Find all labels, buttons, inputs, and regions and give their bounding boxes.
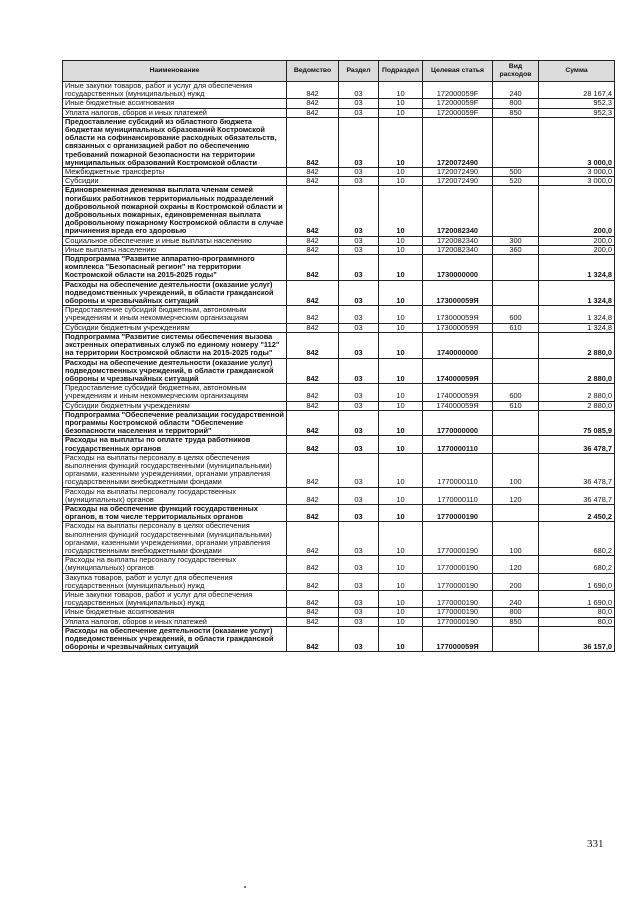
cell-section: 03 bbox=[339, 590, 379, 607]
table-row bbox=[63, 332, 615, 358]
cell-target-article: 1730000000 bbox=[423, 255, 493, 281]
cell-expense-type: 500 bbox=[493, 168, 539, 177]
cell-department: 842 bbox=[287, 487, 339, 504]
cell-amount: 1 690,0 bbox=[539, 590, 615, 607]
cell-name: Предоставление субсидий из областного бюджета бюджетам муниципальных образований Костромской области на софинансирование расходных обязательств, связанных с организацией работ по обеспечению требований пожарной безопасности на территории муниципальных образований Костромской области bbox=[63, 117, 287, 167]
cell-expense-type: 520 bbox=[493, 177, 539, 186]
cell-department: 842 bbox=[287, 168, 339, 177]
cell-department: 842 bbox=[287, 358, 339, 384]
cell-amount: 36 478,7 bbox=[539, 487, 615, 504]
cell-department: 842 bbox=[287, 82, 339, 99]
cell-amount: 1 324,8 bbox=[539, 255, 615, 281]
cell-amount: 75 085,9 bbox=[539, 410, 615, 436]
cell-target-article: 1770000110 bbox=[423, 487, 493, 504]
cell-section: 03 bbox=[339, 332, 379, 358]
table-row bbox=[63, 177, 615, 186]
cell-section: 03 bbox=[339, 280, 379, 306]
cell-name: Подпрограмма "Обеспечение реализации государственной программы Костромской области "Обеспечение безопасности населения и территорий" bbox=[63, 410, 287, 436]
cell-name: Иные закупки товаров, работ и услуг для обеспечения государственных (муниципальных) нужд bbox=[63, 590, 287, 607]
cell-department: 842 bbox=[287, 108, 339, 117]
cell-amount: 3 000,0 bbox=[539, 168, 615, 177]
cell-department: 842 bbox=[287, 306, 339, 323]
table-row bbox=[63, 108, 615, 117]
cell-subsection: 10 bbox=[379, 99, 423, 108]
cell-expense-type: 850 bbox=[493, 108, 539, 117]
cell-section: 03 bbox=[339, 436, 379, 453]
cell-section: 03 bbox=[339, 358, 379, 384]
cell-subsection: 10 bbox=[379, 384, 423, 401]
cell-target-article: 1770000190 bbox=[423, 556, 493, 573]
table-row bbox=[63, 436, 615, 453]
table-row bbox=[63, 99, 615, 108]
cell-expense-type: 610 bbox=[493, 323, 539, 332]
cell-expense-type: 600 bbox=[493, 384, 539, 401]
scan-speck bbox=[244, 886, 246, 888]
cell-target-article: 172000059F bbox=[423, 82, 493, 99]
cell-amount: 3 000,0 bbox=[539, 117, 615, 167]
cell-target-article: 172000059F bbox=[423, 108, 493, 117]
cell-department: 842 bbox=[287, 332, 339, 358]
cell-section: 03 bbox=[339, 177, 379, 186]
cell-target-article: 1740000000 bbox=[423, 332, 493, 358]
cell-name: Единовременная денежная выплата членам семей погибших работников территориальных подразделений добровольной пожарной охраны в Костромской области и добровольных пожарных, единовременная выплата добровольному пожарному Костромской области в случае причинения вреда его здоровью bbox=[63, 186, 287, 236]
table-row bbox=[63, 522, 615, 556]
cell-target-article: 1720082340 bbox=[423, 245, 493, 254]
cell-name: Расходы на обеспечение деятельности (оказание услуг) подведомственных учреждений, в области гражданской обороны и чрезвычайных ситуаций bbox=[63, 626, 287, 652]
cell-target-article: 1770000110 bbox=[423, 453, 493, 487]
cell-target-article: 1770000190 bbox=[423, 522, 493, 556]
cell-amount: 2 880,0 bbox=[539, 384, 615, 401]
table-row bbox=[63, 401, 615, 410]
cell-name: Уплата налогов, сборов и иных платежей bbox=[63, 617, 287, 626]
cell-section: 03 bbox=[339, 108, 379, 117]
cell-name: Подпрограмма "Развитие системы обеспечения вызова экстренных оперативных служб по единому номеру "112" на территории Костромской области на 2015-2025 годы" bbox=[63, 332, 287, 358]
header-department: Ведомство bbox=[287, 61, 339, 82]
cell-expense-type bbox=[493, 186, 539, 236]
cell-department: 842 bbox=[287, 186, 339, 236]
cell-target-article: 1770000190 bbox=[423, 573, 493, 590]
cell-name: Уплата налогов, сборов и иных платежей bbox=[63, 108, 287, 117]
table-row bbox=[63, 168, 615, 177]
table-row bbox=[63, 245, 615, 254]
cell-name: Расходы на выплаты персоналу государственных (муниципальных) органов bbox=[63, 556, 287, 573]
cell-section: 03 bbox=[339, 306, 379, 323]
cell-section: 03 bbox=[339, 82, 379, 99]
table-row bbox=[63, 626, 615, 652]
cell-name: Иные бюджетные ассигнования bbox=[63, 608, 287, 617]
table-body bbox=[63, 82, 615, 652]
cell-expense-type: 300 bbox=[493, 236, 539, 245]
cell-amount: 36 157,0 bbox=[539, 626, 615, 652]
cell-target-article: 173000059Я bbox=[423, 306, 493, 323]
cell-expense-type: 850 bbox=[493, 617, 539, 626]
cell-subsection: 10 bbox=[379, 186, 423, 236]
cell-target-article: 1720072490 bbox=[423, 168, 493, 177]
cell-subsection: 10 bbox=[379, 358, 423, 384]
cell-section: 03 bbox=[339, 410, 379, 436]
cell-expense-type: 360 bbox=[493, 245, 539, 254]
cell-department: 842 bbox=[287, 522, 339, 556]
cell-department: 842 bbox=[287, 436, 339, 453]
cell-department: 842 bbox=[287, 280, 339, 306]
cell-target-article: 1720082340 bbox=[423, 236, 493, 245]
table-row bbox=[63, 617, 615, 626]
cell-section: 03 bbox=[339, 401, 379, 410]
cell-section: 03 bbox=[339, 617, 379, 626]
header-name: Наименование bbox=[63, 61, 287, 82]
cell-amount: 2 450,2 bbox=[539, 504, 615, 521]
cell-name: Расходы на обеспечение функций государственных органов, в том числе территориальных органов bbox=[63, 504, 287, 521]
cell-amount: 80,0 bbox=[539, 617, 615, 626]
cell-subsection: 10 bbox=[379, 573, 423, 590]
cell-name: Расходы на обеспечение деятельности (оказание услуг) подведомственных учреждений, в области гражданской обороны и чрезвычайных ситуаций bbox=[63, 280, 287, 306]
cell-amount: 2 880,0 bbox=[539, 358, 615, 384]
cell-subsection: 10 bbox=[379, 504, 423, 521]
cell-target-article: 173000059Я bbox=[423, 280, 493, 306]
cell-expense-type bbox=[493, 504, 539, 521]
cell-amount: 952,3 bbox=[539, 108, 615, 117]
table-row bbox=[63, 573, 615, 590]
cell-subsection: 10 bbox=[379, 236, 423, 245]
cell-expense-type: 100 bbox=[493, 522, 539, 556]
cell-target-article: 1770000190 bbox=[423, 608, 493, 617]
cell-section: 03 bbox=[339, 99, 379, 108]
cell-expense-type: 600 bbox=[493, 306, 539, 323]
header-expense-type: Вид расходов bbox=[493, 61, 539, 82]
cell-subsection: 10 bbox=[379, 556, 423, 573]
cell-subsection: 10 bbox=[379, 117, 423, 167]
cell-expense-type: 800 bbox=[493, 608, 539, 617]
table-row bbox=[63, 236, 615, 245]
cell-department: 842 bbox=[287, 626, 339, 652]
cell-amount: 2 880,0 bbox=[539, 401, 615, 410]
cell-section: 03 bbox=[339, 117, 379, 167]
cell-amount: 1 324,8 bbox=[539, 306, 615, 323]
table-row bbox=[63, 323, 615, 332]
cell-expense-type bbox=[493, 280, 539, 306]
cell-section: 03 bbox=[339, 255, 379, 281]
cell-amount: 80,0 bbox=[539, 608, 615, 617]
cell-department: 842 bbox=[287, 236, 339, 245]
header-row bbox=[63, 61, 615, 82]
cell-subsection: 10 bbox=[379, 108, 423, 117]
cell-department: 842 bbox=[287, 590, 339, 607]
cell-subsection: 10 bbox=[379, 608, 423, 617]
cell-section: 03 bbox=[339, 504, 379, 521]
cell-expense-type: 610 bbox=[493, 401, 539, 410]
cell-section: 03 bbox=[339, 487, 379, 504]
cell-department: 842 bbox=[287, 453, 339, 487]
table-row bbox=[63, 186, 615, 236]
cell-name: Расходы на выплаты персоналу в целях обеспечения выполнения функций государственными (муниципальными) органами, казенными учреждениями, органами управления государственными внебюджетными фондами bbox=[63, 453, 287, 487]
document-page bbox=[62, 60, 614, 652]
cell-section: 03 bbox=[339, 236, 379, 245]
cell-department: 842 bbox=[287, 504, 339, 521]
cell-target-article: 1720072490 bbox=[423, 177, 493, 186]
cell-amount: 1 324,8 bbox=[539, 280, 615, 306]
cell-amount: 1 324,8 bbox=[539, 323, 615, 332]
cell-amount: 680,2 bbox=[539, 522, 615, 556]
cell-amount: 200,0 bbox=[539, 236, 615, 245]
cell-section: 03 bbox=[339, 522, 379, 556]
cell-section: 03 bbox=[339, 556, 379, 573]
table-row bbox=[63, 82, 615, 99]
cell-amount: 952,3 bbox=[539, 99, 615, 108]
cell-department: 842 bbox=[287, 177, 339, 186]
cell-department: 842 bbox=[287, 556, 339, 573]
cell-department: 842 bbox=[287, 401, 339, 410]
cell-name: Субсидии бюджетным учреждениям bbox=[63, 401, 287, 410]
table-row bbox=[63, 358, 615, 384]
cell-name: Межбюджетные трансферты bbox=[63, 168, 287, 177]
cell-department: 842 bbox=[287, 573, 339, 590]
cell-target-article: 177000059Я bbox=[423, 626, 493, 652]
header-target-article: Целевая статья bbox=[423, 61, 493, 82]
cell-target-article: 172000059F bbox=[423, 99, 493, 108]
table-row bbox=[63, 410, 615, 436]
cell-target-article: 174000059Я bbox=[423, 384, 493, 401]
cell-expense-type bbox=[493, 436, 539, 453]
table-row bbox=[63, 306, 615, 323]
cell-subsection: 10 bbox=[379, 332, 423, 358]
cell-amount: 36 478,7 bbox=[539, 453, 615, 487]
cell-subsection: 10 bbox=[379, 453, 423, 487]
cell-amount: 200,0 bbox=[539, 245, 615, 254]
cell-subsection: 10 bbox=[379, 255, 423, 281]
cell-target-article: 174000059Я bbox=[423, 358, 493, 384]
cell-target-article: 1720082340 bbox=[423, 186, 493, 236]
table-row bbox=[63, 504, 615, 521]
table-row bbox=[63, 117, 615, 167]
cell-subsection: 10 bbox=[379, 401, 423, 410]
table-row bbox=[63, 384, 615, 401]
cell-target-article: 1720072490 bbox=[423, 117, 493, 167]
cell-name: Социальное обеспечение и иные выплаты населению bbox=[63, 236, 287, 245]
cell-amount: 36 478,7 bbox=[539, 436, 615, 453]
cell-name: Расходы на выплаты по оплате труда работников государственных органов bbox=[63, 436, 287, 453]
cell-section: 03 bbox=[339, 245, 379, 254]
cell-name: Иные закупки товаров, работ и услуг для обеспечения государственных (муниципальных) нужд bbox=[63, 82, 287, 99]
header-subsection: Подраздел bbox=[379, 61, 423, 82]
cell-amount: 200,0 bbox=[539, 186, 615, 236]
table-row bbox=[63, 608, 615, 617]
cell-target-article: 174000059Я bbox=[423, 401, 493, 410]
cell-subsection: 10 bbox=[379, 168, 423, 177]
cell-section: 03 bbox=[339, 573, 379, 590]
cell-section: 03 bbox=[339, 626, 379, 652]
cell-target-article: 1770000000 bbox=[423, 410, 493, 436]
page-number: 331 bbox=[587, 838, 604, 850]
cell-name: Расходы на выплаты персоналу государственных (муниципальных) органов bbox=[63, 487, 287, 504]
cell-department: 842 bbox=[287, 617, 339, 626]
cell-expense-type bbox=[493, 410, 539, 436]
cell-department: 842 bbox=[287, 245, 339, 254]
cell-expense-type bbox=[493, 358, 539, 384]
cell-section: 03 bbox=[339, 453, 379, 487]
cell-subsection: 10 bbox=[379, 436, 423, 453]
cell-department: 842 bbox=[287, 255, 339, 281]
cell-amount: 680,2 bbox=[539, 556, 615, 573]
cell-target-article: 1770000110 bbox=[423, 436, 493, 453]
cell-subsection: 10 bbox=[379, 306, 423, 323]
cell-subsection: 10 bbox=[379, 410, 423, 436]
cell-section: 03 bbox=[339, 384, 379, 401]
cell-department: 842 bbox=[287, 323, 339, 332]
cell-target-article: 173000059Я bbox=[423, 323, 493, 332]
cell-subsection: 10 bbox=[379, 82, 423, 99]
cell-department: 842 bbox=[287, 117, 339, 167]
cell-expense-type: 200 bbox=[493, 573, 539, 590]
cell-name: Субсидии бюджетным учреждениям bbox=[63, 323, 287, 332]
budget-table bbox=[62, 60, 615, 652]
cell-expense-type: 120 bbox=[493, 556, 539, 573]
cell-expense-type: 240 bbox=[493, 590, 539, 607]
cell-subsection: 10 bbox=[379, 323, 423, 332]
cell-name: Предоставление субсидий бюджетным, автономным учреждениям и иным некоммерческим организациям bbox=[63, 306, 287, 323]
cell-subsection: 10 bbox=[379, 590, 423, 607]
cell-expense-type: 120 bbox=[493, 487, 539, 504]
table-row bbox=[63, 556, 615, 573]
cell-name: Подпрограмма "Развитие аппаратно-программного комплекса "Безопасный регион" на территории Костромской области на 2015-2025 годы" bbox=[63, 255, 287, 281]
cell-target-article: 1770000190 bbox=[423, 617, 493, 626]
cell-expense-type bbox=[493, 626, 539, 652]
cell-subsection: 10 bbox=[379, 177, 423, 186]
cell-subsection: 10 bbox=[379, 617, 423, 626]
cell-expense-type: 240 bbox=[493, 82, 539, 99]
cell-subsection: 10 bbox=[379, 487, 423, 504]
cell-amount: 3 000,0 bbox=[539, 177, 615, 186]
cell-department: 842 bbox=[287, 99, 339, 108]
cell-section: 03 bbox=[339, 186, 379, 236]
cell-name: Иные бюджетные ассигнования bbox=[63, 99, 287, 108]
table-row bbox=[63, 280, 615, 306]
cell-department: 842 bbox=[287, 410, 339, 436]
cell-name: Субсидии bbox=[63, 177, 287, 186]
cell-section: 03 bbox=[339, 168, 379, 177]
table-row bbox=[63, 590, 615, 607]
cell-name: Расходы на выплаты персоналу в целях обеспечения выполнения функций государственными (муниципальными) органами, казенными учреждениями, органами управления государственными внебюджетными фондами bbox=[63, 522, 287, 556]
cell-amount: 28 167,4 bbox=[539, 82, 615, 99]
cell-expense-type bbox=[493, 117, 539, 167]
cell-name: Иные выплаты населению bbox=[63, 245, 287, 254]
cell-target-article: 1770000190 bbox=[423, 590, 493, 607]
cell-department: 842 bbox=[287, 384, 339, 401]
cell-department: 842 bbox=[287, 608, 339, 617]
cell-subsection: 10 bbox=[379, 522, 423, 556]
cell-name: Расходы на обеспечение деятельности (оказание услуг) подведомственных учреждений, в области гражданской обороны и чрезвычайных ситуаций bbox=[63, 358, 287, 384]
header-amount: Сумма bbox=[539, 61, 615, 82]
table-row bbox=[63, 487, 615, 504]
cell-section: 03 bbox=[339, 608, 379, 617]
cell-amount: 1 690,0 bbox=[539, 573, 615, 590]
cell-name: Предоставление субсидий бюджетным, автономным учреждениям и иным некоммерческим организациям bbox=[63, 384, 287, 401]
cell-expense-type bbox=[493, 255, 539, 281]
cell-subsection: 10 bbox=[379, 626, 423, 652]
cell-target-article: 1770000190 bbox=[423, 504, 493, 521]
table-row bbox=[63, 453, 615, 487]
cell-expense-type bbox=[493, 332, 539, 358]
cell-amount: 2 880,0 bbox=[539, 332, 615, 358]
cell-subsection: 10 bbox=[379, 245, 423, 254]
cell-expense-type: 100 bbox=[493, 453, 539, 487]
header-section: Раздел bbox=[339, 61, 379, 82]
table-header bbox=[63, 61, 615, 82]
cell-subsection: 10 bbox=[379, 280, 423, 306]
cell-expense-type: 800 bbox=[493, 99, 539, 108]
cell-section: 03 bbox=[339, 323, 379, 332]
table-row bbox=[63, 255, 615, 281]
cell-name: Закупка товаров, работ и услуг для обеспечения государственных (муниципальных) нужд bbox=[63, 573, 287, 590]
